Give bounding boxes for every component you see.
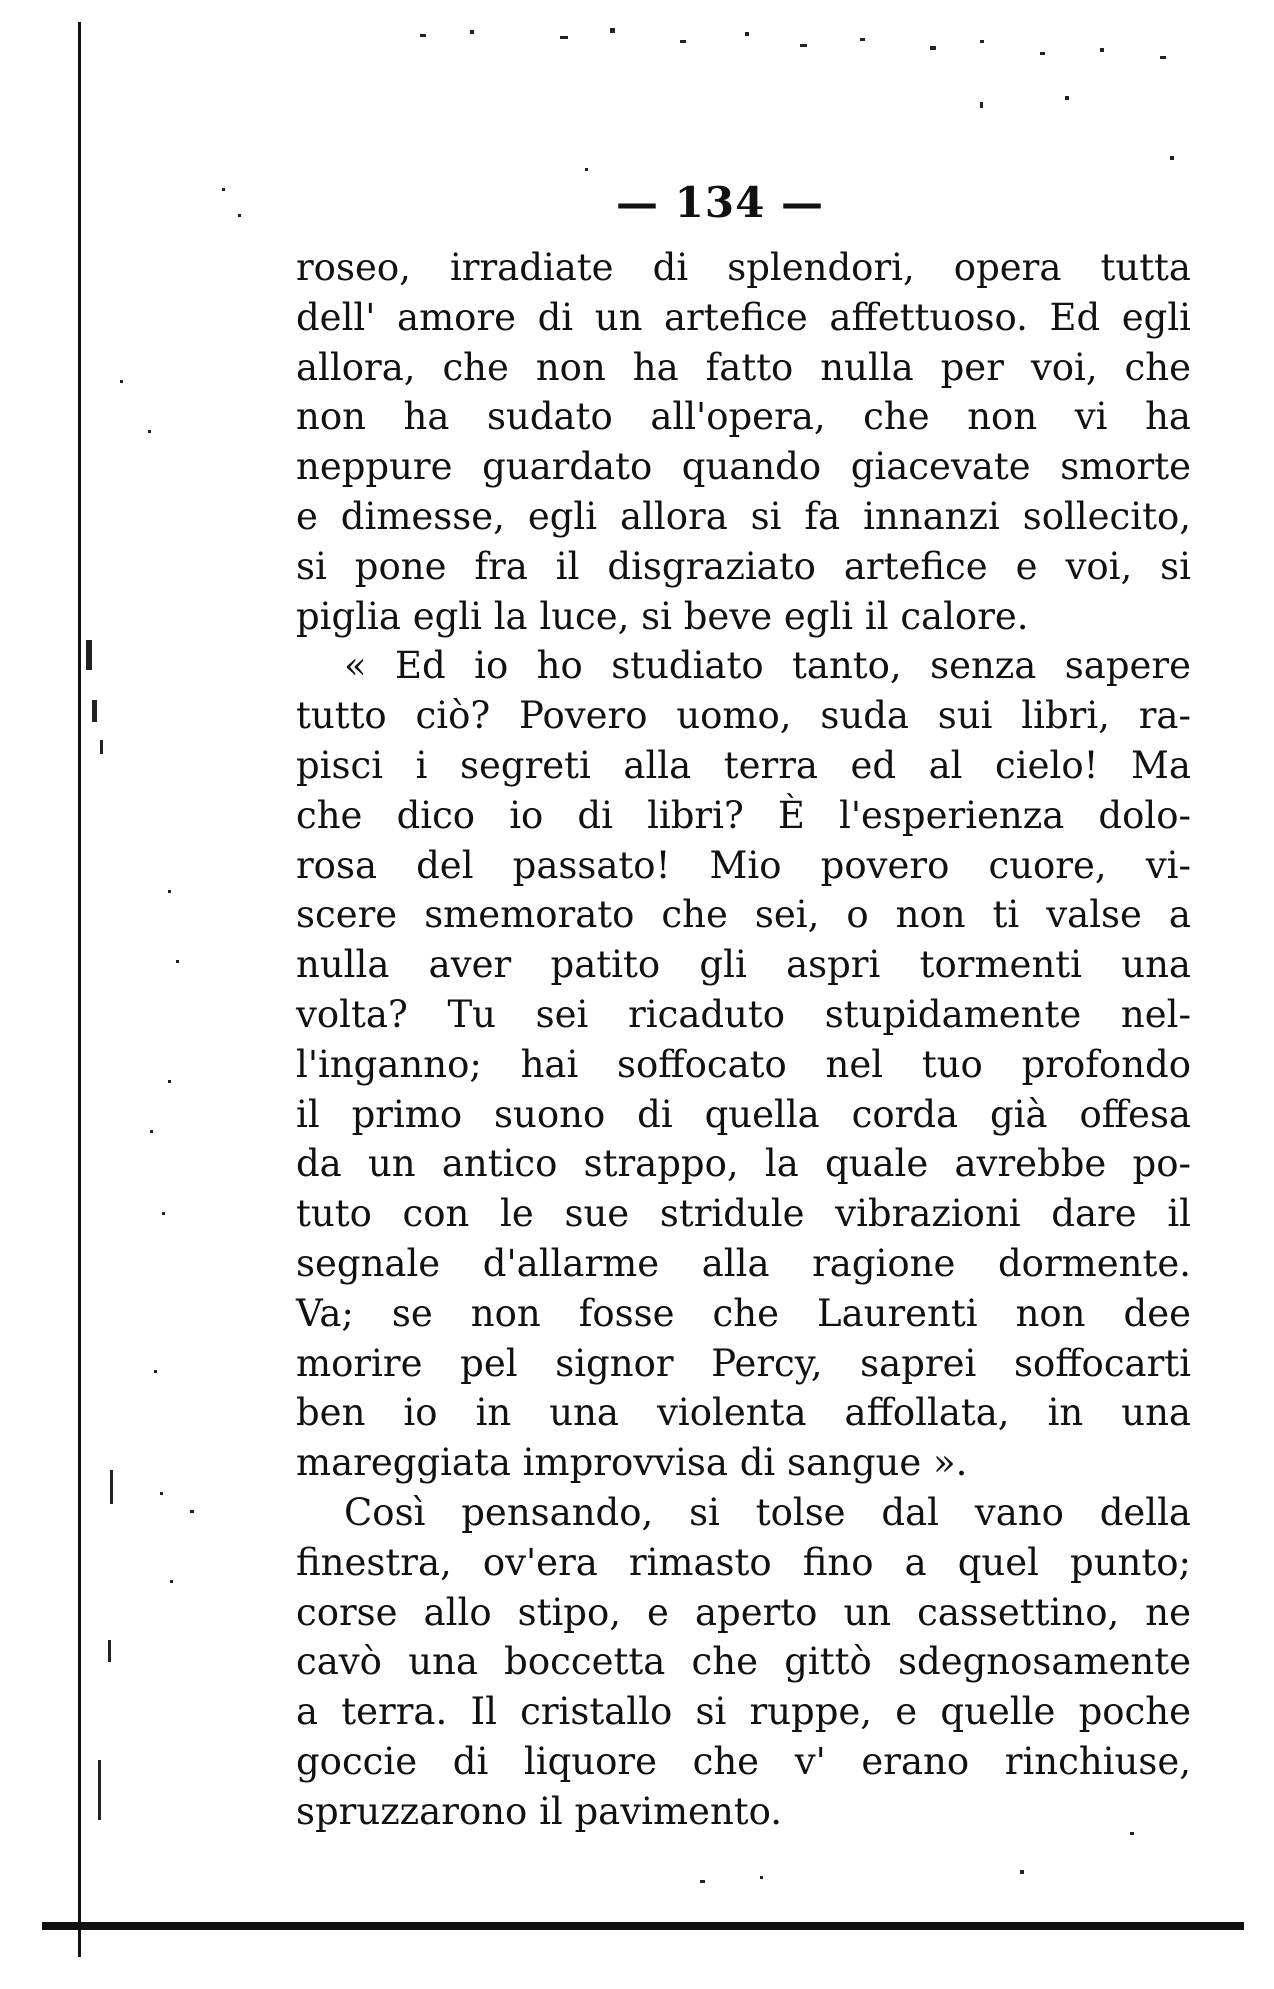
text-line: scere smemorato che sei, o non ti valse a bbox=[296, 893, 1191, 937]
text-line: Così pensando, si tolse dal vano della bbox=[344, 1490, 1191, 1534]
text-line: piglia egli la luce, si beve egli il calore. bbox=[296, 594, 1029, 638]
text-line: l'inganno; hai soffocato nel tuo profondo bbox=[296, 1042, 1191, 1086]
text-line: cavò una boccetta che gittò sdegnosamente bbox=[296, 1640, 1191, 1684]
text-line: roseo, irradiate di splendori, opera tutta bbox=[296, 246, 1191, 289]
text-line: che dico io di libri? È l'esperienza dolo- bbox=[296, 793, 1191, 837]
text-line: nulla aver patito gli aspri tormenti una bbox=[296, 943, 1191, 987]
text-line: segnale d'allarme alla ragione dormente. bbox=[296, 1241, 1191, 1285]
text-line: allora, che non ha fatto nulla per voi, che bbox=[296, 345, 1191, 389]
text-line: morire pel signor Percy, saprei soffocarti bbox=[296, 1341, 1191, 1385]
text-line: finestra, ov'era rimasto fino a quel punto; bbox=[296, 1540, 1191, 1584]
page-number: — 134 — bbox=[616, 178, 824, 227]
text-line: rosa del passato! Mio povero cuore, vi- bbox=[296, 843, 1191, 887]
text-line: spruzzarono il pavimento. bbox=[296, 1789, 783, 1833]
text-line: non ha sudato all'opera, che non vi ha bbox=[296, 395, 1191, 439]
text-line: si pone fra il disgraziato artefice e voi, si bbox=[296, 544, 1191, 588]
text-line: ben io in una violenta affollata, in una bbox=[296, 1391, 1191, 1435]
text-line: pisci i segreti alla terra ed al cielo! Ma bbox=[296, 743, 1191, 787]
text-line: tutto ciò? Povero uomo, suda sui libri, ra- bbox=[296, 694, 1191, 738]
text-line: volta? Tu sei ricaduto stupidamente nel- bbox=[296, 992, 1191, 1036]
text-line: dell' amore di un artefice affettuoso. Ed egli bbox=[296, 295, 1191, 339]
text-line: tuto con le sue stridule vibrazioni dare il bbox=[296, 1192, 1191, 1236]
text-line: e dimesse, egli allora si fa innanzi sollecito, bbox=[296, 494, 1191, 538]
text-line: il primo suono di quella corda già offesa bbox=[296, 1092, 1191, 1136]
text-line: a terra. Il cristallo si ruppe, e quelle poche bbox=[296, 1690, 1191, 1734]
text-line: neppure guardato quando giacevate smorte bbox=[296, 445, 1191, 489]
text-line: da un antico strappo, la quale avrebbe po- bbox=[296, 1142, 1191, 1186]
text-line: goccie di liquore che v' erano rinchiuse, bbox=[296, 1739, 1191, 1783]
page-body-text bbox=[296, 243, 1191, 1837]
left-margin-rule bbox=[78, 22, 81, 1957]
text-line: corse allo stipo, e aperto un cassettino, ne bbox=[296, 1590, 1191, 1634]
text-line: mareggiata improvvisa di sangue ». bbox=[296, 1441, 968, 1485]
text-line: « Ed io ho studiato tanto, senza sapere bbox=[344, 644, 1191, 688]
bottom-edge-rule bbox=[42, 1922, 1244, 1930]
text-line: Va; se non fosse che Laurenti non dee bbox=[296, 1291, 1191, 1335]
